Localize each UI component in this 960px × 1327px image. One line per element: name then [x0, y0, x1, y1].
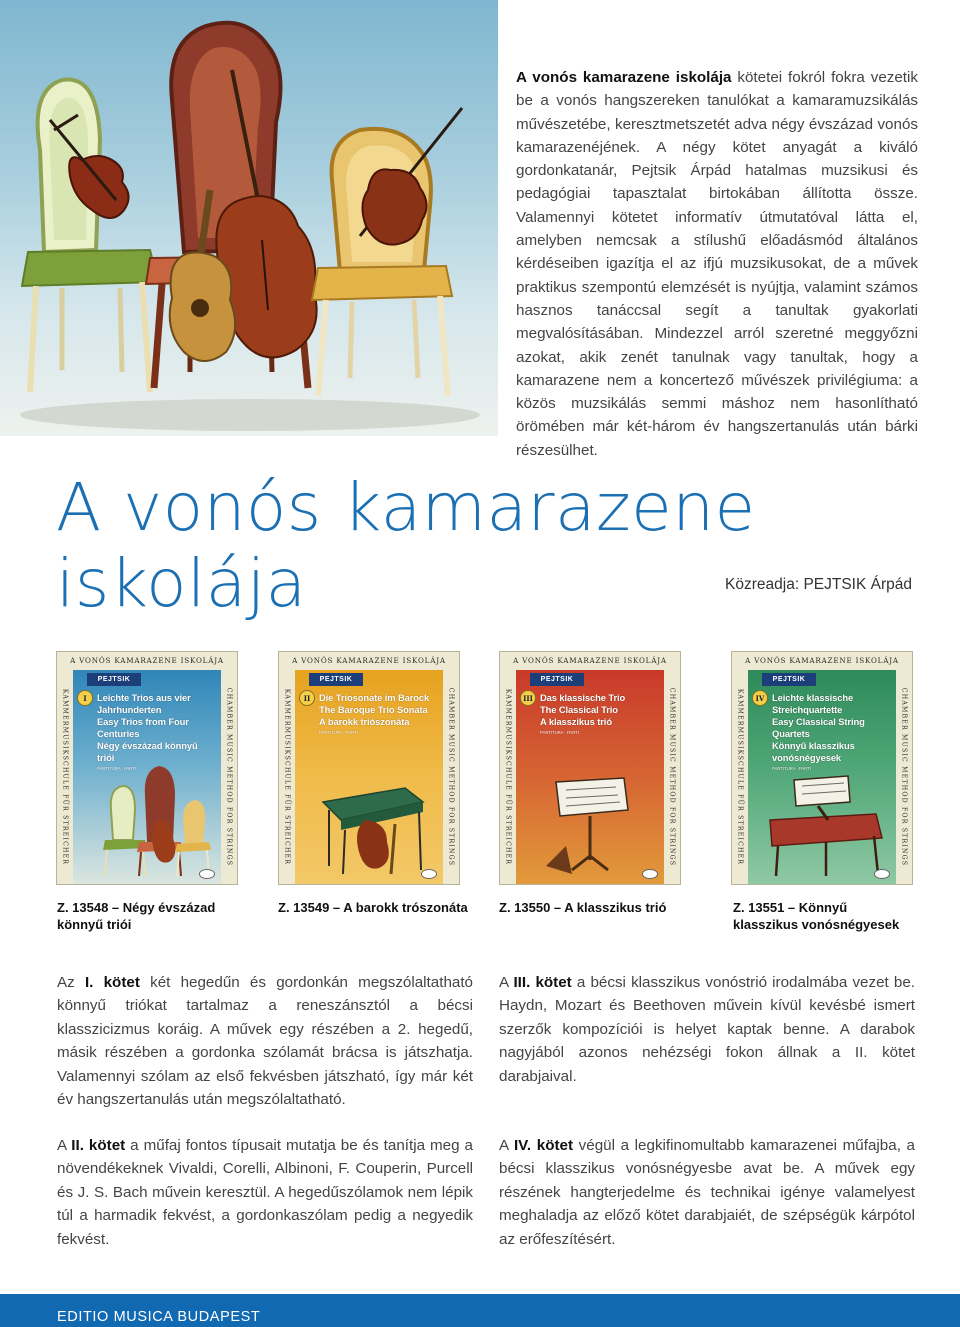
publisher-logo	[199, 869, 215, 879]
intro-paragraph	[516, 66, 918, 462]
chairs-with-instruments-illustration	[0, 0, 498, 436]
catalog-caption-vol-1: Z. 13548 – Négy évszázad könnyű triói	[57, 900, 216, 932]
book-cover-vol-1[interactable]	[56, 651, 238, 885]
title-line-1: A vonós kamarazene	[56, 469, 756, 546]
description-vol-3: A III. kötet a bécsi klasszikus vonóstrió irodalmába vezet be. Haydn, Mozart és Beethoven művein kívül kevésbé ismert szerzők kompozíciói is helyet kaptak benne. A darabok nagyjából azonos nehézségi fokon állnak a II. kötet darabjaival.	[499, 974, 915, 1085]
volume-badge: I	[77, 690, 93, 706]
volume-badge: II	[299, 690, 315, 706]
publisher-credit: Közreadja: PEJTSIK Árpád	[725, 576, 912, 593]
catalog-caption-vol-2: Z. 13549 – A barokk trószonáta	[278, 900, 468, 915]
spine-right-text: CHAMBER MUSIC METHOD FOR STRINGS	[447, 687, 455, 867]
brand-label: PEJTSIK	[87, 673, 141, 686]
footer-bar	[0, 1294, 960, 1327]
description-vol-1: Az I. kötet két hegedűn és gordonkán megszólaltatható könnyű triókat tartalmaz a reneszánsztól a bécsi klasszicizmus koráig. A művek egy részében a 2. hegedű, másik részében a gordonka szólamát brácsa is játszhatja. Valamennyi szólam az első fekvésben játszható, így már két év hangszertanulás után megszólaltatható.	[57, 974, 474, 1109]
cover-quartet-table-icon	[748, 670, 898, 885]
description-vol-2: A II. kötet a műfaj fontos típusait mutatja be és tanítja meg a növendékeknek Vivaldi, Corelli, Albinoni, F. Couperin, Purcell és J. S. Bach művein keresztül. A hegedűszólamok nem lépik túl a harmadik fekvést, a gordonkaszólam pedig a negyedik fekvést.	[57, 1137, 473, 1248]
intro-lead: A vonós kamarazene iskolája	[516, 69, 732, 86]
catalog-caption-vol-3: Z. 13550 – A klasszikus trió	[499, 900, 667, 915]
intro-text: kötetei fokról fokra vezetik be a vonós hangszereken tanulókat a kamaramuzsikálás művészetébe, keresztmetszetét adva négy évszázad vonós kamarazenéjének. A négy kötet anyagát a kiváló gordonkatanár, Pejtsik Árpád hatalmas muzsikusi és pedagógiai tapasztalat birtokában állította össze. Valamennyi kötetet informatív útmutatóval látta el, amelyben nemcsak a stílushű előadásmód általános kérdéseiben igazítja el az ifjú muzsikusokat, de a művek praktikus szempontú elemzését is nyújtja, valamint számos hasznos tanáccsal segít a tanultak gyakorlati megvalósításában. Mindezzel arról szeretné meggyőzni azokat, akik zenét tanulnak vagy tanultak, hogy a kamarazene nem a koncertező művészek privilégiuma: a közös muzsikálás semmi máshoz nem hasonlítható örömében már két-három év hangszertanulás után bárki részesülhet.	[516, 69, 918, 459]
footer-publisher: EDITIO MUSICA BUDAPEST	[57, 1309, 261, 1325]
hero-illustration	[0, 0, 498, 436]
publisher-logo	[642, 869, 658, 879]
spine-left-text: KAMMERMUSIKSCHULE FÜR STREICHER	[61, 688, 69, 866]
book-cover-vol-3[interactable]	[499, 651, 681, 885]
brand-label: PEJTSIK	[309, 673, 363, 686]
cover-harpsichord-icon	[295, 670, 445, 885]
cover-title: Leichte klassische Streichquartette Easy Classical String Quartets Könnyű klasszikus vonósnégyesek PARTITURA · PARTI	[772, 692, 865, 771]
page-title	[56, 470, 756, 622]
spine-left-text: KAMMERMUSIKSCHULE FÜR STREICHER	[736, 688, 744, 866]
brand-label: PEJTSIK	[762, 673, 816, 686]
cover-title: Leichte Trios aus vier Jahrhunderten Easy Trios from Four Centuries Négy évszázad könnyű triói PARTITURA · PARTI	[97, 692, 198, 771]
spine-right-text: CHAMBER MUSIC METHOD FOR STRINGS	[668, 687, 676, 867]
book-cover-vol-2[interactable]	[278, 651, 460, 885]
volume-badge: IV	[752, 690, 768, 706]
spine-left-text: KAMMERMUSIKSCHULE FÜR STREICHER	[283, 688, 291, 866]
cover-chairs-icon	[73, 670, 223, 885]
title-line-2: iskolája	[56, 545, 307, 622]
volume-badge: III	[520, 690, 536, 706]
cover-title: Die Triosonate im Barock The Baroque Trio Sonata A barokk triószonáta PARTITURA · PARTI	[319, 692, 430, 735]
cover-music-stand-icon	[516, 670, 666, 885]
description-vol-4: A IV. kötet végül a legkifinomultabb kamarazenei műfajba, a bécsi klasszikus vonósnégyesbe avat be. A művek egy részének hangterjedelme és technikai igénye valamelyest meghaladja az előző kötet darabjaiét, de szépségük kárpótol az erőfeszítésért.	[499, 1137, 915, 1248]
series-band: A VONÓS KAMARAZENE ISKOLÁJA	[732, 652, 912, 670]
book-cover-vol-4[interactable]	[731, 651, 913, 885]
green-chair	[22, 80, 158, 393]
series-band: A VONÓS KAMARAZENE ISKOLÁJA	[279, 652, 459, 670]
catalog-caption-vol-4: Z. 13551 – Könnyű klasszikus vonósnégyesek	[733, 900, 900, 932]
cover-title: Das klassische Trio The Classical Trio A klasszikus trió PARTITURA · PARTI	[540, 692, 626, 735]
spine-right-text: CHAMBER MUSIC METHOD FOR STRINGS	[225, 687, 233, 867]
series-band: A VONÓS KAMARAZENE ISKOLÁJA	[57, 652, 237, 670]
brand-label: PEJTSIK	[530, 673, 584, 686]
publisher-logo	[874, 869, 890, 879]
publisher-logo	[421, 869, 437, 879]
spine-right-text: CHAMBER MUSIC METHOD FOR STRINGS	[900, 687, 908, 867]
series-band: A VONÓS KAMARAZENE ISKOLÁJA	[500, 652, 680, 670]
spine-left-text: KAMMERMUSIKSCHULE FÜR STREICHER	[504, 688, 512, 866]
